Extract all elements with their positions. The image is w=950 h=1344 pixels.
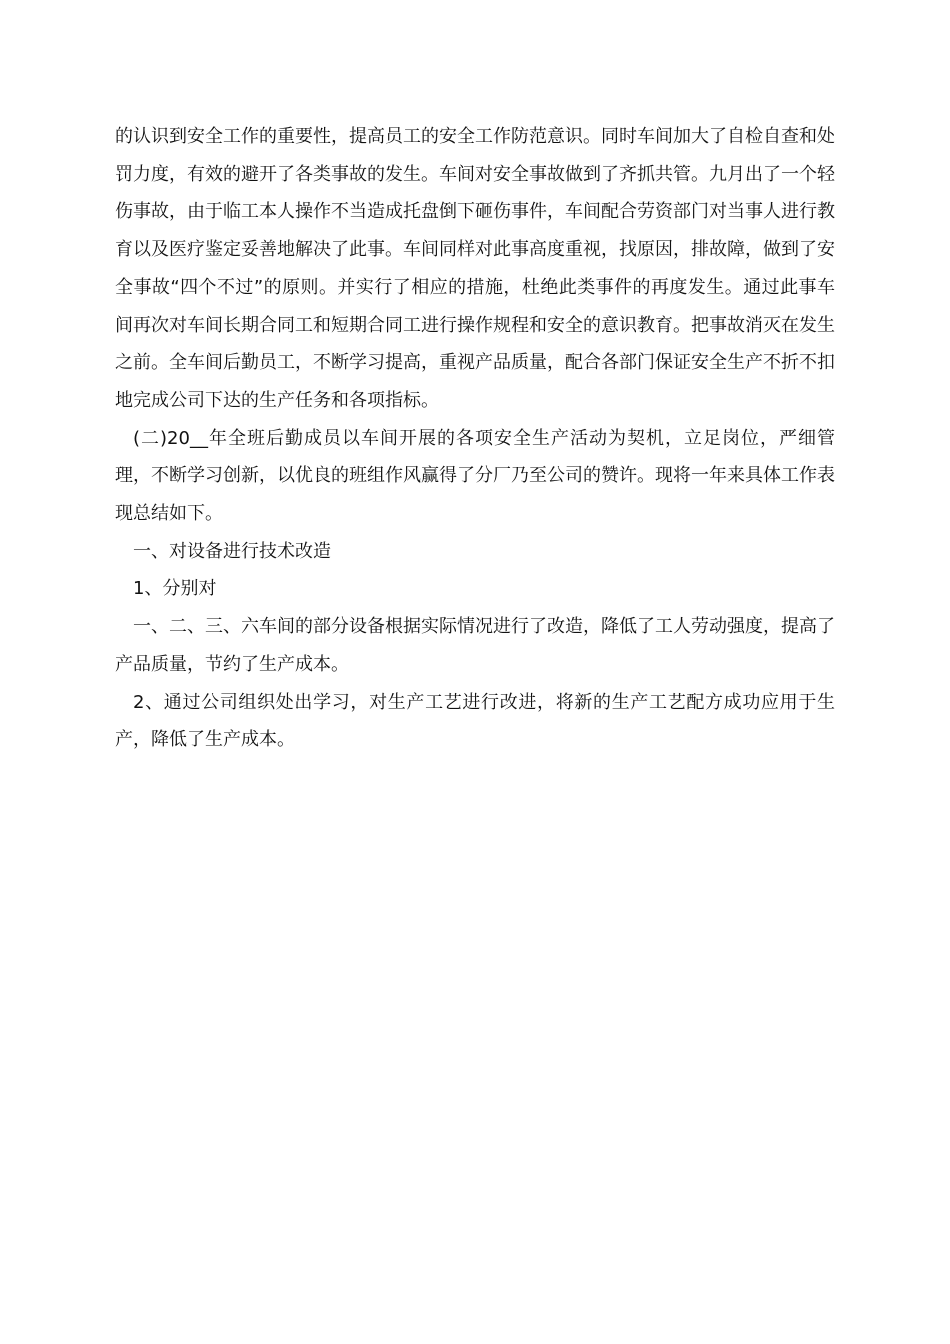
paragraph-team-summary: (二)20__年全班后勤成员以车间开展的各项安全生产活动为契机，立足岗位，严细管理，不断学习创新，以优良的班组作风赢得了分厂乃至公司的赞许。现将一年来具体工作表现总结如下。 xyxy=(115,427,835,525)
paragraph-workshop-equipment: 一、二、三、六车间的部分设备根据实际情况进行了改造，降低了工人劳动强度，提高了产品质量，节约了生产成本。 xyxy=(115,616,835,675)
list-item-1-intro: 1、分别对 xyxy=(133,578,217,600)
list-item-2-process-improvement: 2、通过公司组织处出学习，对生产工艺进行改进，将新的生产工艺配方成功应用于生产，降低了生产成本。 xyxy=(115,691,835,751)
document-body xyxy=(115,118,835,759)
section-heading-equipment-upgrade: 一、对设备进行技术改造 xyxy=(133,540,331,562)
paragraph-safety-work: 的认识到安全工作的重要性，提高员工的安全工作防范意识。同时车间加大了自检自查和处罚力度，有效的避开了各类事故的发生。车间对安全事故做到了齐抓共管。九月出了一个轻伤事故，由于临工本人操作不当造成托盘倒下砸伤事件，车间配合劳资部门对当事人进行教育以及医疗鉴定妥善地解决了此事。车间同样对此事高度重视，找原因，排故障，做到了安全事故“四个不过”的原则。并实行了相应的措施，杜绝此类事件的再度发生。通过此事车间再次对车间长期合同工和短期合同工进行操作规程和安全的意识教育。把事故消灭在发生之前。全车间后勤员工，不断学习提高，重视产品质量，配合各部门保证安全生产不折不扣地完成公司下达的生产任务和各项指标。 xyxy=(115,126,835,411)
